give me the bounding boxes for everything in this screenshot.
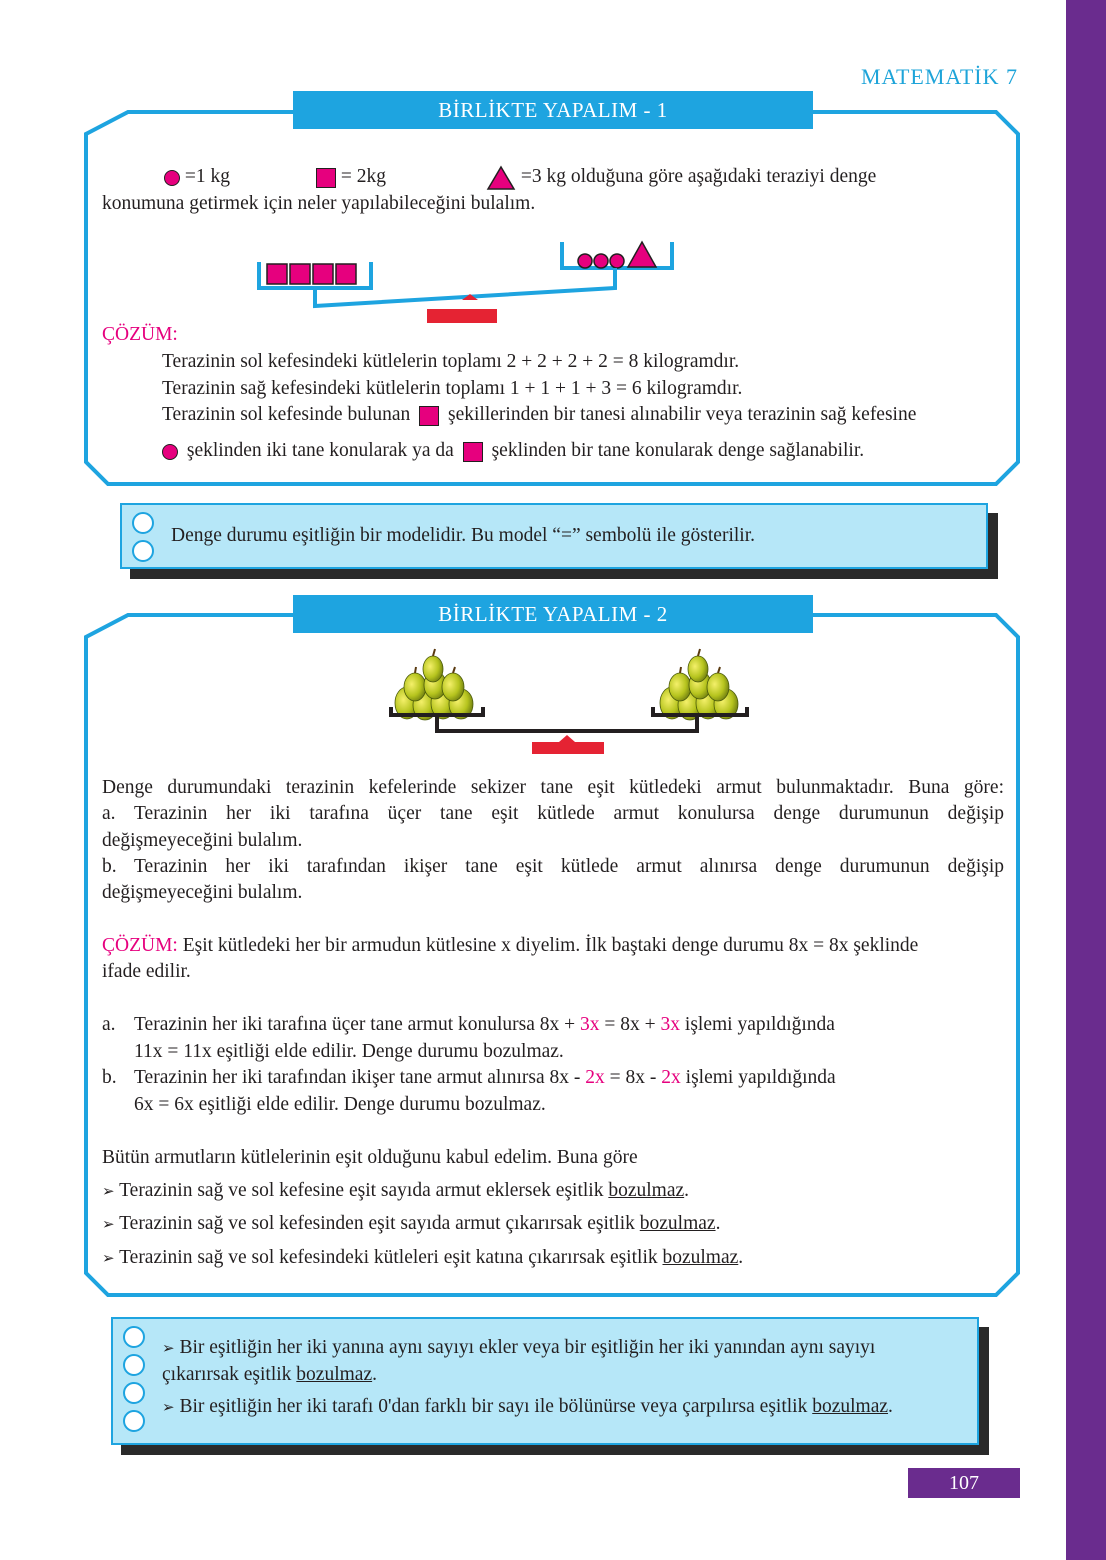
- solution-b-line2: 6x = 6x eşitliği elde edilir. Denge durumu bozulmaz.: [134, 1094, 546, 1115]
- pear: [707, 673, 729, 701]
- square-weight: [267, 264, 287, 284]
- binder-ring: [123, 1326, 145, 1348]
- binder-ring: [132, 512, 154, 534]
- pear-pile-right: [660, 649, 738, 720]
- section2-intro: Denge durumundaki terazinin kefelerinde sekizer tane eşit kütledeki armut bulunmaktadır. Buna göre:: [102, 777, 1004, 798]
- pear: [688, 656, 708, 682]
- binder-ring: [123, 1382, 145, 1404]
- intro-line1: =1 kg: [164, 164, 230, 190]
- question-a-line2: değişmeyeceğini bulalım.: [102, 830, 303, 851]
- square-weight: [290, 264, 310, 284]
- question-a-line1: Terazinin her iki tarafına üçer tane eşit kütlede armut konulursa denge durumunun değişip: [134, 803, 1004, 824]
- square-weight: [336, 264, 356, 284]
- solution2-line2: ifade edilir.: [102, 961, 191, 982]
- arrow-bullet-icon: ➢: [102, 1182, 115, 1200]
- square-icon: [316, 168, 336, 188]
- square-icon: [463, 442, 483, 462]
- scale-beam-2: [437, 715, 697, 731]
- bullet-item: ➢ Terazinin sağ ve sol kefesine eşit sayıda armut eklersek eşitlik bozulmaz.: [102, 1180, 690, 1201]
- solution1-line3: Terazinin sol kefesinde bulunan şekillerinden bir tanesi alınabilir veya terazinin sağ kefesine: [162, 404, 917, 425]
- pear-pile-left: [395, 649, 473, 720]
- scale-pivot-2: [559, 735, 575, 742]
- triangle-icon: [486, 165, 516, 191]
- intro-square: = 2kg: [316, 164, 386, 190]
- circle-weight: [578, 254, 592, 268]
- note1-text: Denge durumu eşitliğin bir modelidir. Bu model “=” sembolü ile gösterilir.: [171, 525, 755, 546]
- section1-title: BİRLİKTE YAPALIM - 1: [293, 91, 813, 129]
- circle-weight: [610, 254, 624, 268]
- arrow-bullet-icon: ➢: [102, 1249, 115, 1267]
- solution1-label: ÇÖZÜM:: [102, 324, 178, 345]
- page-number: 107: [908, 1468, 1020, 1498]
- question-b-label: b.: [102, 856, 117, 877]
- binder-ring: [123, 1354, 145, 1376]
- scale-base: [427, 309, 497, 323]
- pear: [423, 656, 443, 682]
- intro-line2: konumuna getirmek için neler yapılabileceğini bulalım.: [102, 193, 536, 214]
- conclusion-text: Bütün armutların kütlelerinin eşit olduğunu kabul edelim. Buna göre: [102, 1147, 638, 1168]
- arrow-bullet-icon: ➢: [102, 1215, 115, 1233]
- solution-a-label: a.: [102, 1014, 116, 1035]
- pear: [404, 673, 426, 701]
- arrow-bullet-icon: ➢: [162, 1339, 175, 1357]
- solution1-line1: Terazinin sol kefesindeki kütlelerin toplamı 2 + 2 + 2 + 2 = 8 kilogramdır.: [162, 351, 740, 372]
- intro-triangle: =3 kg olduğuna göre aşağıdaki teraziyi denge: [486, 164, 876, 191]
- section2-title: BİRLİKTE YAPALIM - 2: [293, 595, 813, 633]
- solution-a-line2: 11x = 11x eşitliği elde edilir. Denge durumu bozulmaz.: [134, 1041, 564, 1062]
- question-a-label: a.: [102, 803, 116, 824]
- scale-base-2: [532, 742, 604, 754]
- triangle-weight: [628, 242, 656, 267]
- solution2-line1: ÇÖZÜM: Eşit kütledeki her bir armudun kütlesine x diyelim. İlk baştaki denge durumu 8x = 8x şeklinde: [102, 935, 919, 956]
- solution-a-line1: Terazinin her iki tarafına üçer tane armut konulursa 8x + 3x = 8x + 3x işlemi yapıldığında: [134, 1014, 835, 1035]
- binder-ring: [132, 540, 154, 562]
- pear: [442, 673, 464, 701]
- binder-ring: [123, 1410, 145, 1432]
- question-b-line2: değişmeyeceğini bulalım.: [102, 882, 303, 903]
- solution2-label: ÇÖZÜM:: [102, 935, 178, 956]
- note2-line1: ➢ Bir eşitliğin her iki yanına aynı sayıyı ekler veya bir eşitliğin her iki yanından aynı sayıyı: [162, 1337, 876, 1358]
- solution1-line4: şeklinden iki tane konularak ya da şeklinden bir tane konularak denge sağlanabilir.: [162, 438, 864, 464]
- question-b-line1: Terazinin her iki tarafından ikişer tane eşit kütlede armut alınırsa denge durumunun değişip: [134, 856, 1004, 877]
- solution-b-line1: Terazinin her iki tarafından ikişer tane armut alınırsa 8x - 2x = 8x - 2x işlemi yapıldığında: [134, 1067, 836, 1088]
- note2-line2: çıkarırsak eşitlik bozulmaz.: [162, 1364, 377, 1385]
- solution1-line2: Terazinin sağ kefesindeki kütlelerin toplamı 1 + 1 + 1 + 3 = 6 kilogramdır.: [162, 378, 743, 399]
- solution-b-label: b.: [102, 1067, 117, 1088]
- circle-weight: [594, 254, 608, 268]
- balance-scale-1: [250, 238, 680, 328]
- square-icon: [419, 406, 439, 426]
- note2-line3: ➢ Bir eşitliğin her iki tarafı 0'dan farklı bir sayı ile bölünürse veya çarpılırsa eşitlik bozulmaz.: [162, 1396, 893, 1417]
- pear: [669, 673, 691, 701]
- square-weight: [313, 264, 333, 284]
- arrow-bullet-icon: ➢: [162, 1398, 175, 1416]
- subject-header: MATEMATİK 7: [860, 64, 1018, 89]
- bullet-item: ➢ Terazinin sağ ve sol kefesinden eşit sayıda armut çıkarırsak eşitlik bozulmaz.: [102, 1213, 721, 1234]
- circle-icon: [162, 444, 178, 460]
- bullet-item: ➢ Terazinin sağ ve sol kefesindeki kütleleri eşit katına çıkarırsak eşitlik bozulmaz.: [102, 1247, 744, 1268]
- balance-scale-2: [385, 645, 755, 757]
- circle-icon: [164, 170, 180, 186]
